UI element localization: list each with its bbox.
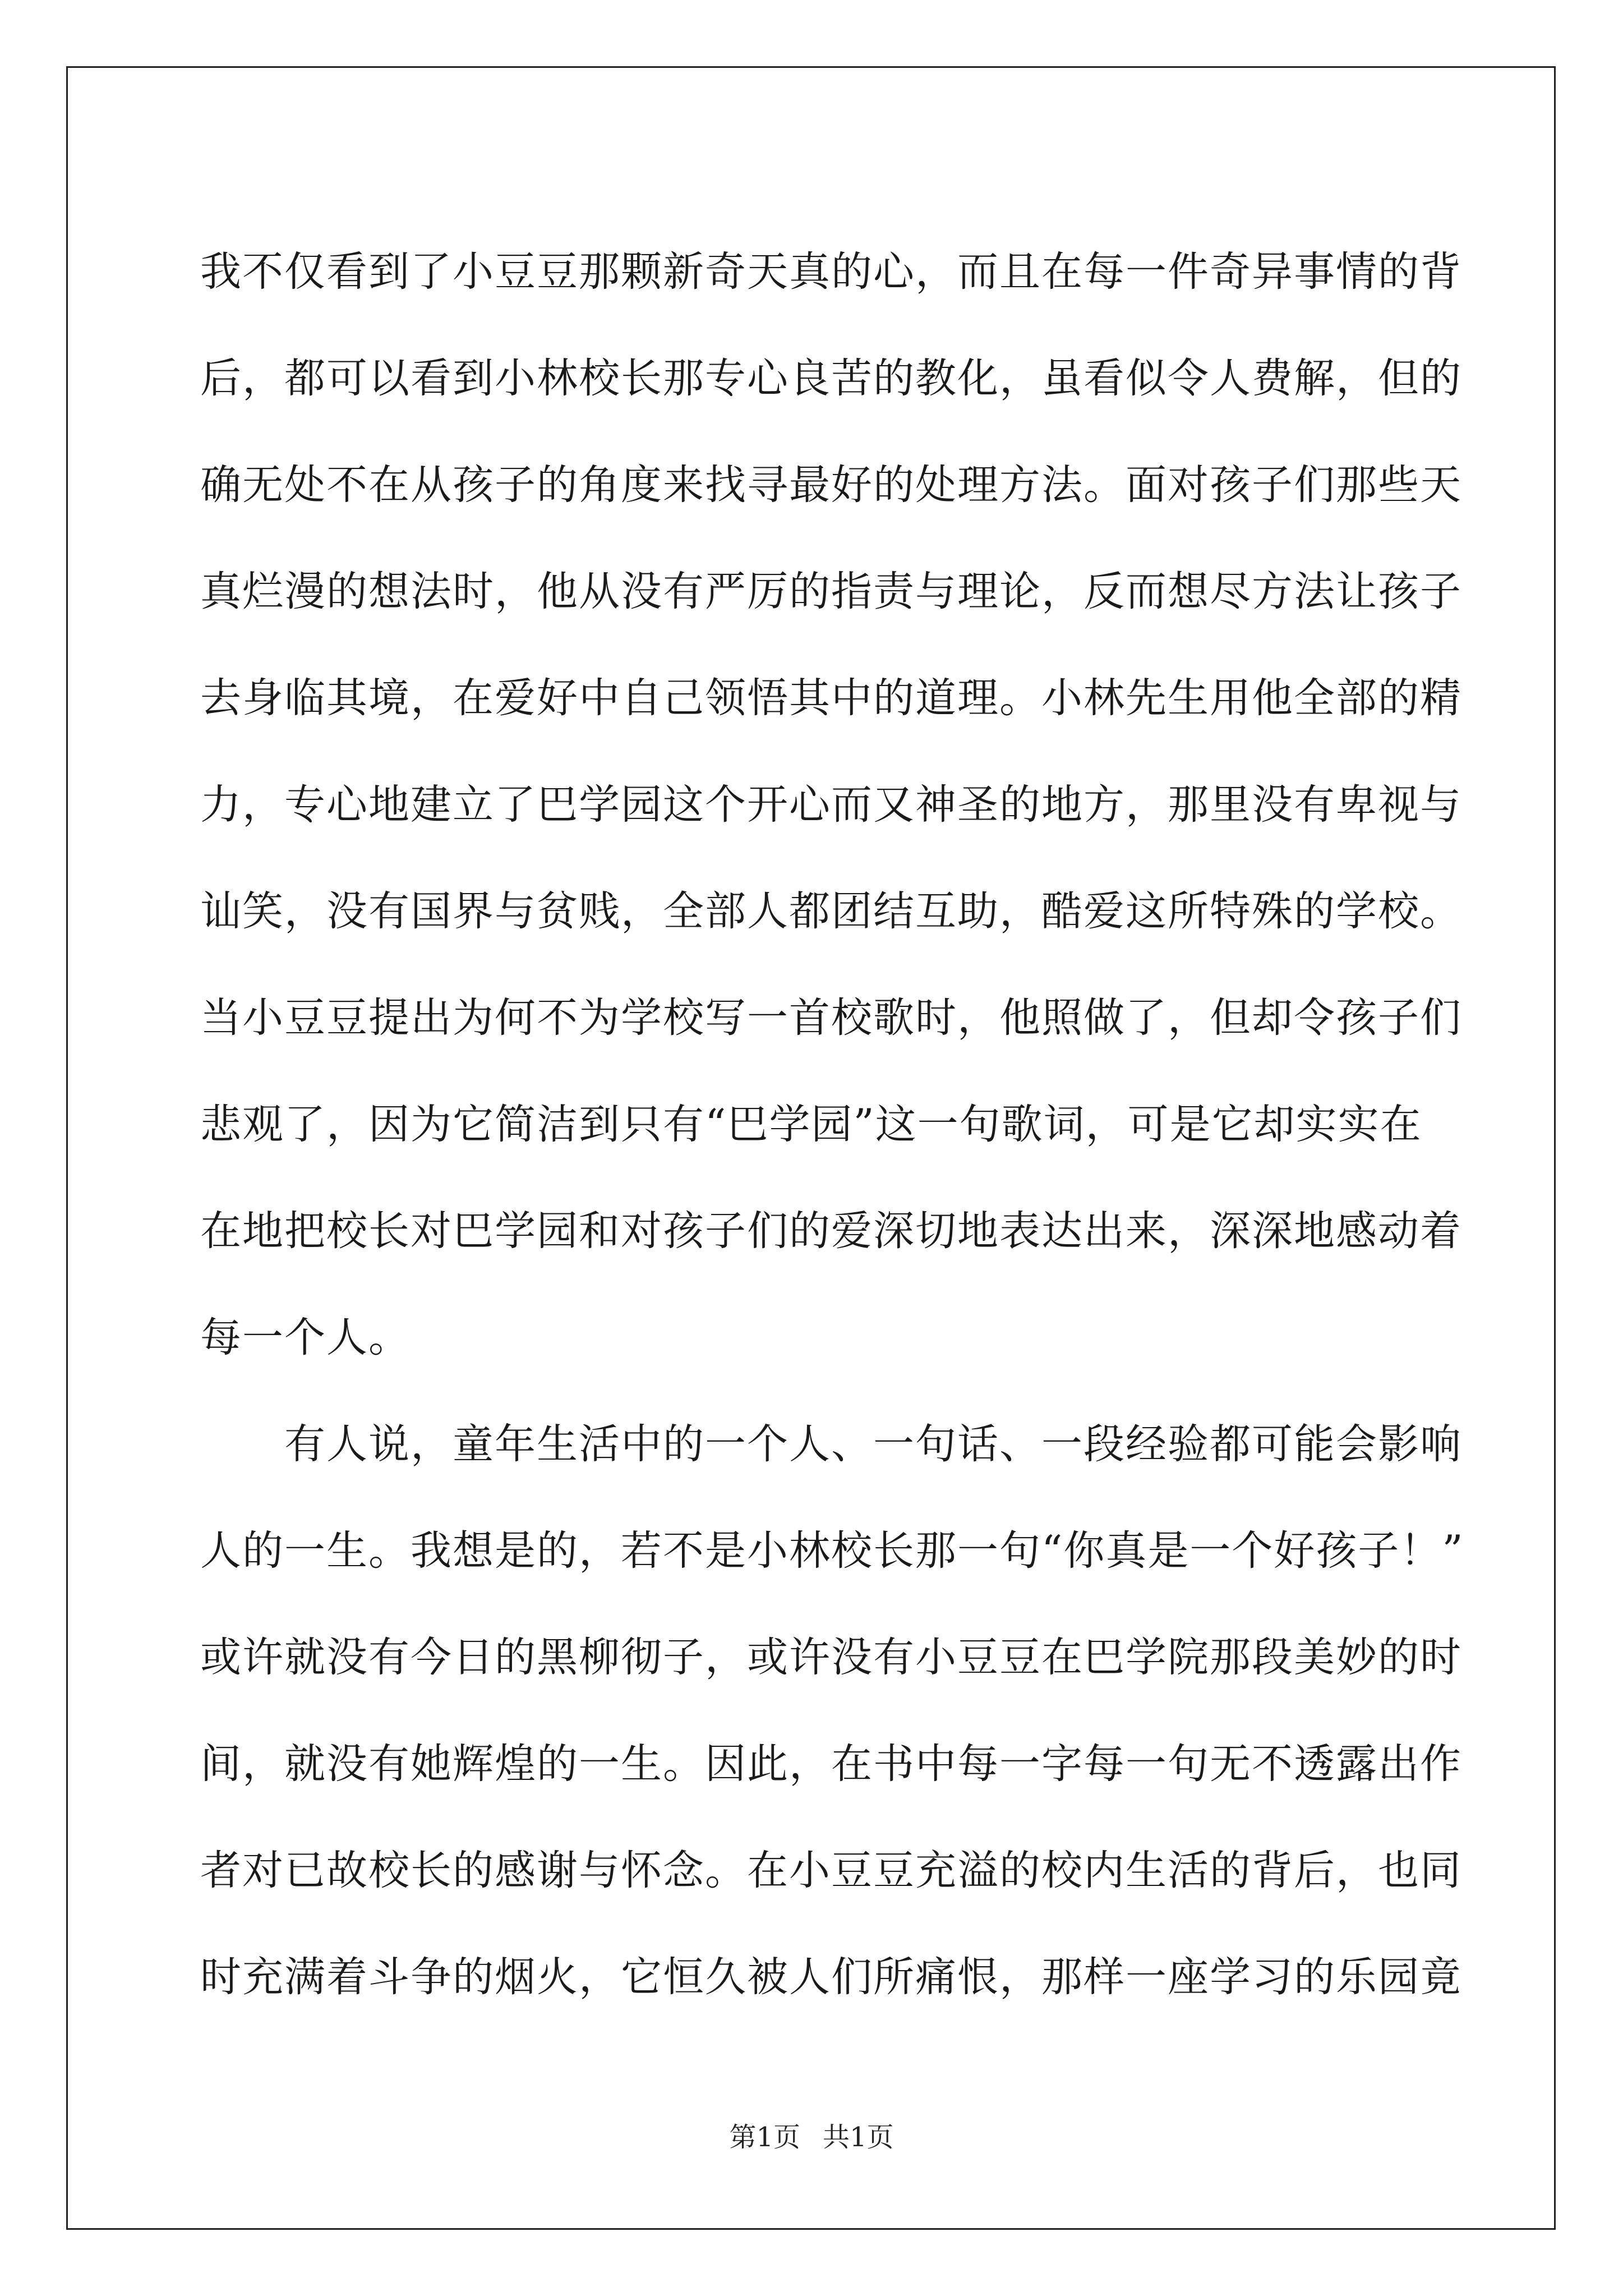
text-line: 时充满着斗争的烟火，它恒久被人们所痛恨，那样一座学习的乐园竟	[200, 1953, 1462, 2001]
page-footer	[0, 2120, 1623, 2154]
text-line: 去身临其境，在爱好中自己领悟其中的道理。小林先生用他全部的精	[200, 674, 1462, 722]
text-line: 后，都可以看到小林校长那专心良苦的教化，虽看似令人费解，但的	[200, 355, 1462, 402]
text-line: 或许就没有今日的黑柳彻子，或许没有小豆豆在巴学院那段美妙的时	[200, 1634, 1462, 1681]
text-line: 确无处不在从孩子的角度来找寻最好的处理方法。面对孩子们那些天	[200, 461, 1462, 509]
text-line: 每一个人。	[200, 1314, 411, 1361]
text-line: 者对已故校长的感谢与怀念。在小豆豆充溢的校内生活的背后，也同	[200, 1847, 1462, 1894]
text-line: 讪笑，没有国界与贫贱，全部人都团结互助，酷爱这所特殊的学校。	[200, 887, 1462, 935]
text-line: 悲观了，因为它简洁到只有“巴学园”这一句歌词，可是它却实实在	[200, 1101, 1422, 1148]
paragraph-start-line: 有人说，童年生活中的一个人、一句话、一段经验都可能会影响	[284, 1420, 1462, 1468]
page-total: 共1页	[823, 2122, 894, 2153]
page-number: 第1页	[729, 2122, 800, 2153]
text-line: 在地把校长对巴学园和对孩子们的爱深切地表达出来，深深地感动着	[200, 1207, 1462, 1255]
text-line: 真烂漫的想法时，他从没有严厉的指责与理论，反而想尽方法让孩子	[200, 568, 1462, 615]
text-line: 我不仅看到了小豆豆那颗新奇天真的心，而且在每一件奇异事情的背	[200, 248, 1462, 296]
text-line: 人的一生。我想是的，若不是小林校长那一句“你真是一个好孩子！”	[200, 1527, 1464, 1575]
document-body	[200, 219, 1464, 2031]
text-line: 当小豆豆提出为何不为学校写一首校歌时，他照做了，但却令孩子们	[200, 994, 1462, 1042]
text-line: 力，专心地建立了巴学园这个开心而又神圣的地方，那里没有卑视与	[200, 781, 1462, 829]
text-line: 间，就没有她辉煌的一生。因此，在书中每一字每一句无不透露出作	[200, 1740, 1462, 1788]
